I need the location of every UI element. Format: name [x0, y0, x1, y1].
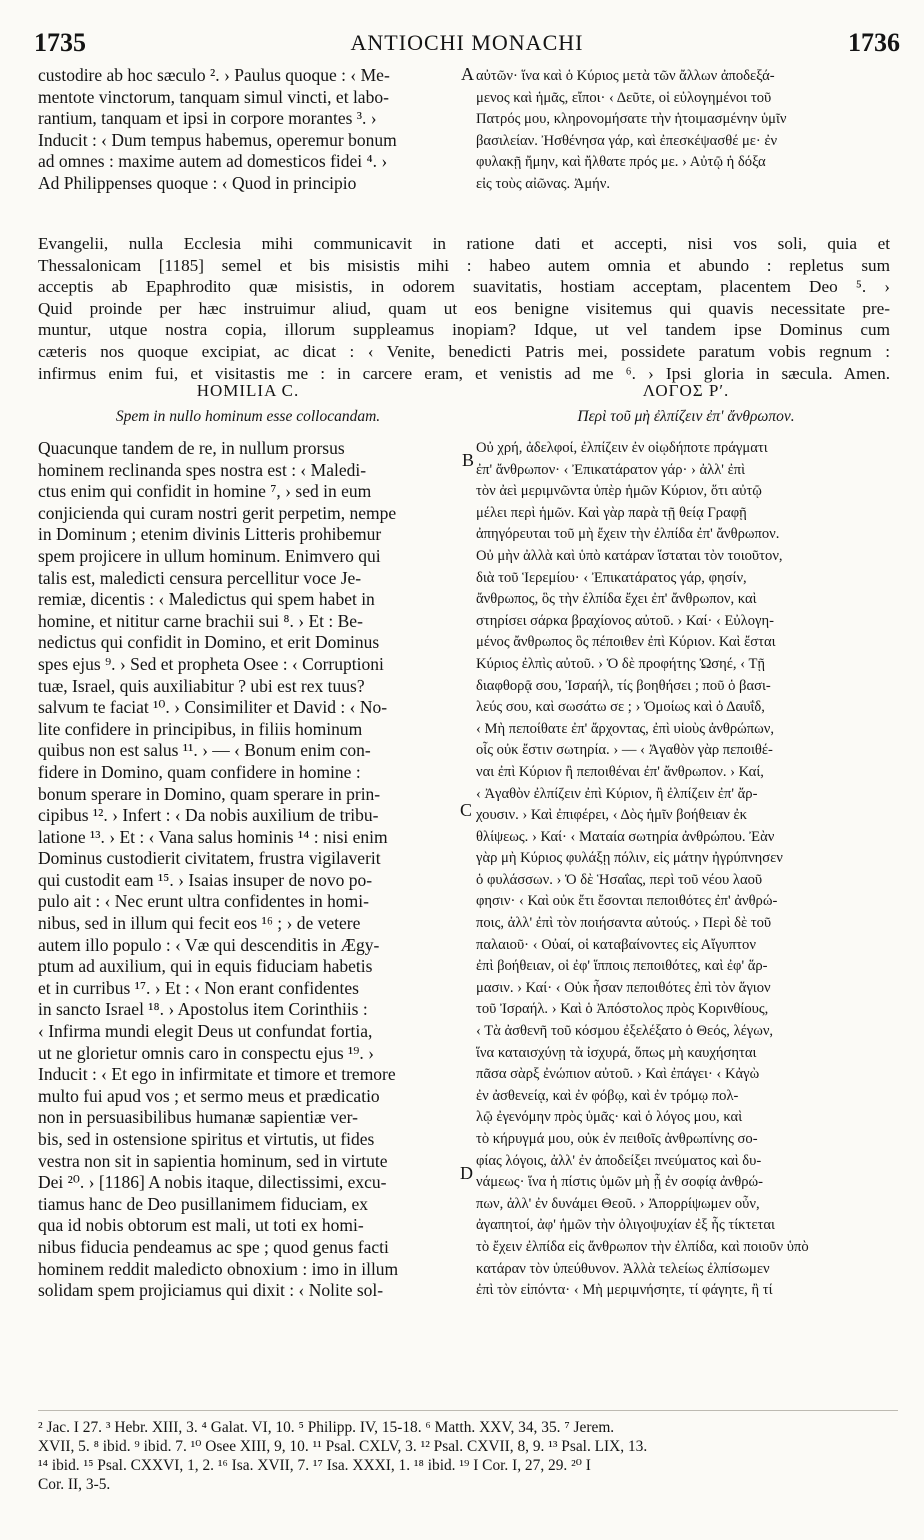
- left-subheading: Spem in nullo hominum esse collocandam.: [115, 408, 381, 425]
- text-line: ad omnes : maxime autem ad domesticos fidei ⁴. ›: [38, 151, 388, 172]
- text-line: παλαιοῦ· ‹ Οὐαί, οἱ καταβαίνοντες εἰς Αἴγυπτον: [476, 936, 756, 953]
- text-line: ἐπὶ βοήθειαν, οἱ ἐφ' ἵπποις πεποιθότες, καὶ ἐφ' ἅρ-: [476, 958, 768, 975]
- text-line: οἷς οὐκ ἔστιν σωτηρία. › — ‹ Ἀγαθὸν γὰρ πεποιθέ-: [476, 742, 773, 759]
- text-line: ἀπηγόρευται τοῦ μὴ ἔχειν τὴν ἐλπίδα ἐπ' ἄνθρωπον.: [476, 526, 780, 543]
- text-line: conjicienda qui curam nostri gerit perpetim, nempe: [38, 502, 397, 523]
- text-line: spes ejus ⁹. › Sed et propheta Osee : ‹ Corruptioni: [38, 653, 384, 674]
- text-line: Quacunque tandem de re, in nullum prorsus: [38, 438, 345, 458]
- text-line: στηρίσει σάρκα βραχίονος αὐτοῦ. › Καί· ‹ Εὐλογη-: [476, 612, 774, 629]
- text-line: φίας λόγοις, ἀλλ' ἐν ἀποδείξει πνεύματος καὶ δυ-: [476, 1152, 762, 1169]
- footnote-line: Cor. II, 3-5.: [38, 1476, 111, 1493]
- left-heading: HOMILIA C.: [196, 381, 300, 400]
- page-header: [34, 28, 900, 60]
- text-line: tuæ, Israel, quis auxiliabitur ? ubi est rex tuus?: [38, 675, 365, 696]
- text-line: nibus fiducia pendeamus ac spe ; quod genus facti: [38, 1236, 389, 1257]
- text-line: ctus enim qui confidit in homine ⁷, › sed in eum: [38, 481, 372, 502]
- text-line: ἐπ' ἄνθρωπον· ‹ Ἐπικατάρατον γάρ· › ἀλλ' ἐπὶ: [476, 461, 746, 478]
- text-line: Κύριος ἐλπὶς αὐτοῦ. › Ὁ δὲ προφήτης Ὠσηέ, ‹ Τῇ: [476, 655, 766, 672]
- footnote-line: ² Jac. I 27. ³ Hebr. XIII, 3. ⁴ Galat. VI, 10. ⁵ Philipp. IV, 15-18. ⁶ Matth. XXV, 34, 35. ⁷ Jerem.: [38, 1419, 615, 1436]
- text-line: ptum ad auxilium, qui in equis fiduciam habetis: [38, 956, 373, 977]
- text-line: τὸ κήρυγμά μου, οὐκ ἐν πειθοῖς ἀνθρωπίνης σο-: [476, 1131, 758, 1147]
- text-line: Quid proinde per hæc instruimur aliud, quam ut eos benigne visitemus qui quavis necessitate pre-: [38, 298, 890, 318]
- text-line: χουσιν. › Καὶ ἐπιφέρει, ‹ Δὸς ἡμῖν βοήθειαν ἐκ: [476, 807, 747, 824]
- text-line: ὁ φυλάσσων. › Ὁ δὲ Ἡσαΐας, περὶ τοῦ νέου λαοῦ: [476, 871, 763, 888]
- footnote-line: XVII, 5. ⁸ ibid. ⁹ ibid. 7. ¹⁰ Osee XIII, 9, 10. ¹¹ Psal. CXLV, 3. ¹² Psal. CXVII, 8, 9. ¹³ Psal. LIX, 13.: [38, 1438, 648, 1455]
- footnote-rule: [38, 1410, 898, 1411]
- text-line: hominem reddit maledicto obnoxium : imo in illum: [38, 1258, 399, 1279]
- text-line: multo fui apud vos ; et sermo meus et prædicatio: [38, 1085, 380, 1106]
- text-line: Dominus custodierit civitatem, frustra vigilaverit: [38, 848, 381, 869]
- text-line: qui custodit eam ¹⁵. › Isaias insuper de novo po-: [38, 869, 373, 890]
- text-line: nedictus qui confidit in Domino, et erit Dominus: [38, 632, 380, 653]
- text-line: τὸν ἀεὶ μεριμνῶντα ὑπὲρ ἡμῶν Κύριον, ὅτι αὐτῷ: [476, 483, 762, 500]
- text-line: ‹ Τὰ ἀσθενῆ τοῦ κόσμου ἐξελέξατο ὁ Θεός, λέγων,: [476, 1023, 774, 1040]
- text-line: infirmus enim fui, et visitastis me : in carcere eram, et venistis ad me ⁶. › Ipsi gloria in sæcula. Amen.: [38, 363, 890, 383]
- text-line: tiamus hanc de Deo pusillanimem fiduciam, ex: [38, 1193, 368, 1214]
- text-line: cipibus ¹². › Infert : ‹ Da nobis auxilium de tribu-: [38, 805, 379, 826]
- text-line: μασιν. › Καί· ‹ Οὐκ ἦσαν πεποιθότες ἐπὶ τὸν ἅγιον: [476, 979, 771, 996]
- right-heading: ΛΟΓΟΣ Ρʹ.: [642, 381, 730, 400]
- text-line: in Dominum ; etenim divinis Litteris prohibemur: [38, 524, 382, 545]
- text-line: νάμεως· ἵνα ἡ πίστις ὑμῶν μὴ ᾖ ἐν σοφίᾳ ἀνθρώ-: [476, 1174, 764, 1191]
- margin-marker-a: A: [461, 64, 474, 84]
- text-line: ποις, ἀλλ' ἐπὶ τὸν ποιήσαντα αὐτούς. › Περὶ δὲ τοῦ: [476, 915, 772, 932]
- text-line: Thessalonicam [1185] semel et bis misistis mihi : habeo autem omnia et abundo : repletus sum: [38, 255, 890, 275]
- text-line: bis, sed in ostensione spiritus et virtutis, ut fides: [38, 1129, 375, 1149]
- text-line: in sancto Israel ¹⁸. › Apostolus item Corinthiis :: [38, 999, 368, 1020]
- text-line: ἄνθρωπος, ὃς τὴν ἐλπίδα ἔχει ἐπ' ἄνθρωπον, καὶ: [476, 591, 757, 608]
- text-line: Ad Philippenses quoque : ‹ Quod in principio: [38, 172, 357, 193]
- text-line: Πατρός μου, κληρονομήσατε τὴν ἡτοιμασμένην ὑμῖν: [476, 111, 787, 128]
- text-line: cæteris nos quoque excipiat, ac dicat : ‹ Venite, benedicti Patris mei, possidete paratum vobis regnum :: [38, 341, 890, 361]
- text-line: quibus non est salus ¹¹. › — ‹ Bonum enim con-: [38, 740, 371, 761]
- text-line: Inducit : ‹ Dum tempus habemus, operemur bonum: [38, 129, 397, 150]
- text-line: μέλει περὶ ἡμῶν. Καὶ γὰρ παρὰ τῇ θείᾳ Γραφῇ: [476, 504, 747, 521]
- text-line: pulo ait : ‹ Nec erunt ultra confidentes in homi-: [38, 891, 369, 912]
- text-line: διαφθορᾷ σου, Ἰσραήλ, τίς βοηθήσει ; ποῦ ὁ βασι-: [476, 677, 771, 694]
- running-title: ANTIOCHI MONACHI: [350, 30, 584, 55]
- text-line: τὸ ἔχειν ἐλπίδα εἰς ἄνθρωπον τὴν ἐλπίδα, καὶ ποιοῦν ὑπὸ: [476, 1238, 809, 1255]
- text-line: hominem reclinanda spes nostra est : ‹ Maledi-: [38, 459, 367, 480]
- text-line: autem illo populo : ‹ Væ qui descenditis in Ægy-: [38, 934, 380, 955]
- text-line: et in curribus ¹⁷. › Et : ‹ Non erant confidentes: [38, 977, 359, 998]
- text-line: ναι ἐπὶ Κύριον ἢ πεποιθέναι ἐπ' ἄνθρωπον. › Καί,: [476, 763, 764, 780]
- text-line: mentote vinctorum, tanquam simul vincti, et labo-: [38, 86, 389, 107]
- page-number-right: 1736: [848, 28, 900, 57]
- text-line: ἐπὶ τὸν εἰπόντα· ‹ Μὴ μεριμνήσητε, τί φάγητε, ἢ τί: [476, 1282, 773, 1299]
- text-line: custodire ab hoc sæculo ². › Paulus quoque : ‹ Me-: [38, 65, 390, 85]
- text-line: ut ne glorietur omnis caro in conspectu ejus ¹⁹. ›: [38, 1042, 374, 1063]
- text-line: μένος ἄνθρωπος ὃς πέποιθεν ἐπὶ Κύριον. Καὶ ἔσται: [476, 634, 776, 651]
- text-line: latione ¹³. › Et : ‹ Vana salus hominis ¹⁴ : nisi enim: [38, 826, 388, 847]
- text-line: εἰς τοὺς αἰῶνας. Ἀμήν.: [476, 175, 611, 192]
- text-line: salvum te faciat ¹⁰. › Consimiliter et David : ‹ No-: [38, 697, 388, 718]
- text-line: qua id nobis obtorum est mali, ut toti ex homi-: [38, 1215, 364, 1236]
- text-line: θλίψεως. › Καί· ‹ Ματαία σωτηρία ἀνθρώπου. Ἐὰν: [476, 828, 775, 845]
- margin-marker-c: C: [460, 800, 473, 820]
- text-line: ‹ Infirma mundi elegit Deus ut confundat fortia,: [38, 1021, 373, 1042]
- text-line: bonum sperare in Domino, quam sperare in prin-: [38, 783, 381, 804]
- footnote-line: ¹⁴ ibid. ¹⁵ Psal. CXXVI, 1, 2. ¹⁶ Isa. XVII, 7. ¹⁷ Isa. XXXI, 1. ¹⁸ ibid. ¹⁹ I Cor. I, 27, 29. ²⁰ I: [38, 1457, 591, 1474]
- text-line: vestra non sit in sapientia hominum, sed in virtute: [38, 1150, 388, 1171]
- left-heading-block: [38, 381, 458, 426]
- right-subheading: Περὶ τοῦ μὴ ἐλπίζειν ἐπ' ἄνθρωπον.: [577, 408, 795, 425]
- text-line: πᾶσα σὰρξ ἐνώπιον αὐτοῦ. › Καὶ ἐπάγει· ‹ Κἀγὼ: [476, 1066, 760, 1083]
- text-line: nibus, sed in illum qui fecit eos ¹⁶ ; › de vetere: [38, 913, 361, 934]
- text-line: γὰρ μὴ Κύριος φυλάξῃ πόλιν, εἰς μάτην ἠγρύπνησεν: [476, 850, 783, 867]
- text-line: rantium, tanquam et ipsi in corpore morantes ³. ›: [38, 108, 377, 129]
- text-line: talis est, maledicti censura percellitur voce Je-: [38, 567, 362, 588]
- page-number-left: 1735: [34, 28, 86, 57]
- text-line: μενος καὶ ἡμᾶς, εἴποι· ‹ Δεῦτε, οἱ εὐλογημένοι τοῦ: [476, 89, 772, 106]
- text-line: muntur, utque nostra copia, illorum suppleamus inopiam? Idque, ut vel tandem ipse Dominus cum: [38, 320, 890, 340]
- text-line: αὐτῶν· ἵνα καὶ ὁ Κύριος μετὰ τῶν ἄλλων ἀποδεξά-: [476, 68, 775, 84]
- text-line: διὰ τοῦ Ἱερεμίου· ‹ Ἐπικατάρατος γάρ, φησίν,: [476, 569, 747, 586]
- text-line: spem projicere in ullum hominum. Enimvero qui: [38, 545, 381, 566]
- text-line: ἀγαπητοί, ἀφ' ἡμῶν τὴν ὀλιγοψυχίαν ἐξ ἧς τίκτεται: [476, 1217, 775, 1234]
- top-right-column: [476, 66, 896, 196]
- text-line: ἵνα καταισχύνῃ τὰ ἰσχυρά, ὅπως μὴ καυχήσηται: [476, 1044, 757, 1061]
- text-line: ‹ Μὴ πεποίθατε ἐπ' ἄρχοντας, ἐπὶ υἱοὺς ἀνθρώπων,: [476, 720, 774, 737]
- text-line: Evangelii, nulla Ecclesia mihi communicavit in ratione dati et accepti, nisi vos soli, quia et: [38, 234, 890, 253]
- text-line: homine, et nititur carne brachii sui ⁸. › Et : Be-: [38, 610, 363, 631]
- footnotes: [38, 1418, 898, 1494]
- right-heading-block: [476, 381, 896, 426]
- text-line: acceptis ab Epaphrodito quæ misistis, in odorem suavitatis, hostiam acceptam, placentem Deo ⁵. ›: [38, 277, 890, 297]
- text-line: remiæ, dicentis : ‹ Maledictus qui spem habet in: [38, 589, 375, 610]
- text-line: τοῦ Ἰσραήλ. › Καὶ ὁ Ἀπόστολος πρὸς Κορινθίους,: [476, 1001, 769, 1018]
- right-body-column: [476, 438, 896, 1302]
- text-line: Οὐ χρή, ἀδελφοί, ἐλπίζειν ἐν οἱῳδήποτε πράγματι: [476, 440, 768, 456]
- left-body-column: [38, 438, 458, 1302]
- text-line: λῷ ἐγενόμην πρὸς ὑμᾶς· καὶ ὁ λόγος μου, καὶ: [476, 1109, 743, 1126]
- text-line: fidere in Domino, quam confidere in homine :: [38, 761, 361, 782]
- text-line: ἐν ἀσθενείᾳ, καὶ ἐν φόβῳ, καὶ ἐν τρόμῳ πολ-: [476, 1087, 739, 1104]
- text-line: βασιλείαν. Ἠσθένησα γάρ, καὶ ἐπεσκέψασθέ με· ἐν: [476, 132, 778, 149]
- text-line: Inducit : ‹ Et ego in infirmitate et timore et tremore: [38, 1064, 396, 1085]
- text-line: λεύς σου, καὶ σωσάτω σε ; › Ὁμοίως καὶ ὁ Δαυΐδ,: [476, 699, 765, 716]
- text-line: πων, ἀλλ' ἐν δυνάμει Θεοῦ. › Ἀπορρίψωμεν οὖν,: [476, 1195, 760, 1212]
- text-line: non in persuasibilibus humanæ sapientiæ ver-: [38, 1107, 358, 1128]
- text-line: φυλακῇ ἤμην, καὶ ἤλθατε πρός με. › Αὐτῷ ἡ δόξα: [476, 154, 766, 171]
- text-line: Dei ²⁰. › [1186] A nobis itaque, dilectissimi, excu-: [38, 1172, 387, 1193]
- margin-marker-b: B: [462, 450, 475, 470]
- margin-marker-d: D: [460, 1163, 473, 1183]
- text-line: solidam spem projiciamus qui dixit : ‹ Nolite sol-: [38, 1280, 384, 1301]
- top-left-column: [38, 65, 458, 195]
- text-line: lite confidere in principibus, in filiis hominum: [38, 718, 363, 739]
- text-line: ‹ Ἀγαθὸν ἐλπίζειν ἐπὶ Κύριον, ἢ ἐλπίζειν ἐπ' ἄρ-: [476, 785, 758, 802]
- full-width-passage: [38, 233, 890, 384]
- text-line: κατάραν τὸν ὑπεύθυνον. Ἀλλὰ τελείως ἐλπίσωμεν: [476, 1260, 770, 1277]
- text-line: Οὐ μὴν ἀλλὰ καὶ ὑπὸ κατάραν ἵσταται τὸν τοιοῦτον,: [476, 547, 783, 564]
- text-line: φησιν· ‹ Καὶ οὐκ ἔτι ἔσονται πεποιθότες ἐπ' ἀνθρώ-: [476, 893, 778, 910]
